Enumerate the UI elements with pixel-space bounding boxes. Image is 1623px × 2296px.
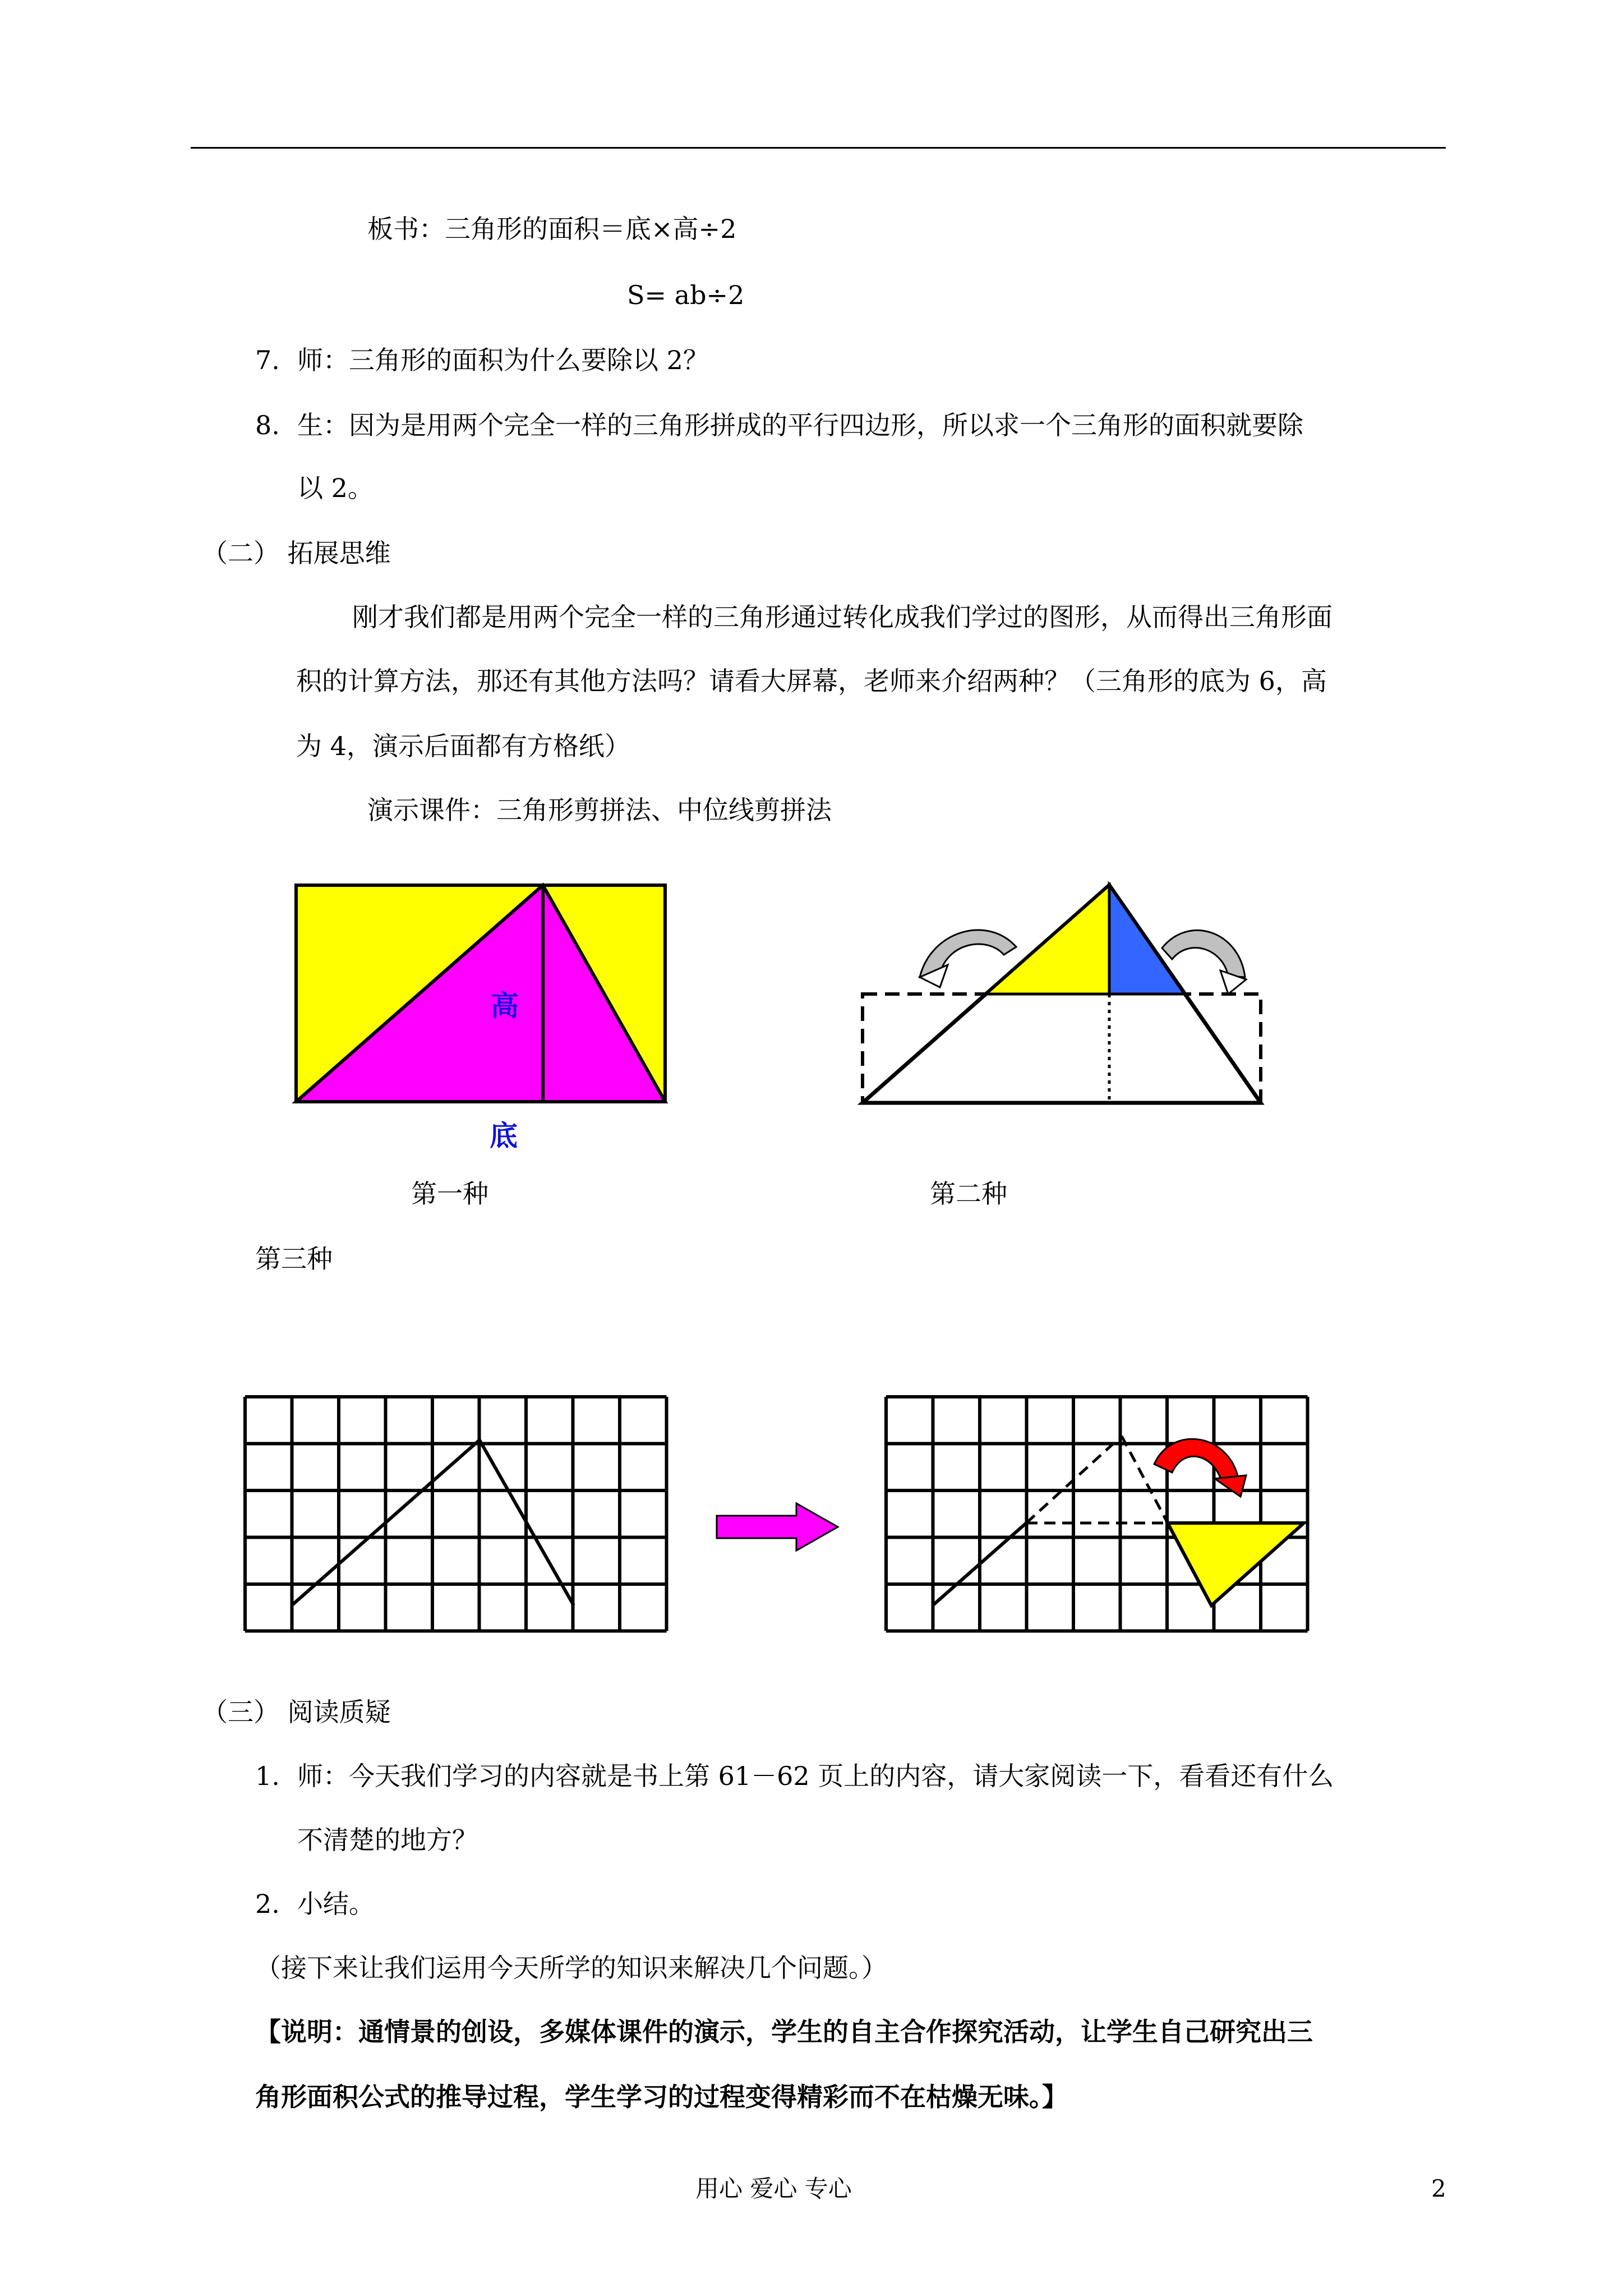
item-text: 师：今天我们学习的内容就是书上第 61－62 页上的内容，请大家阅读一下，看看还有什么 [297,1761,1334,1791]
item-number: 1. [255,1761,280,1791]
arrow-head [1215,1475,1246,1497]
header-rule [191,147,1446,149]
item-text-continued: 以 2。 [297,473,374,503]
cut-edge [1122,1436,1168,1523]
paragraph-line: 为 4，演示后面都有方格纸） [296,731,630,761]
item-text: 小结。 [297,1889,375,1919]
item-text: 生：因为是用两个完全一样的三角形拼成的平行四边形，所以求一个三角形的面积就要除 [297,410,1303,440]
moved-piece [1168,1523,1304,1605]
page-number: 2 [1431,2175,1446,2202]
paragraph-line: 积的计算方法，那还有其他方法吗？请看大屏幕，老师来介绍两种？（三角形的底为 6，高 [296,666,1327,696]
height-label: 高 [491,990,519,1022]
transform-arrow-icon [712,1498,847,1559]
figure-two [852,875,1267,1111]
base-label: 底 [490,1120,518,1152]
note-line: 【说明：通情景的创设，多媒体课件的演示，学生的自主合作探究活动，让学生自己研究出三 [255,2017,1313,2047]
section-heading: （三） 阅读质疑 [202,1697,391,1727]
section-heading: （二） 拓展思维 [202,538,391,568]
board-formula: S= ab÷2 [627,280,745,310]
curved-arrow-right-icon [1162,930,1245,977]
footer-motto: 用心 爱心 专心 [695,2175,852,2202]
board-label: 板书：三角形的面积＝底×高÷2 [367,214,737,244]
item-number: 2. [255,1889,280,1919]
item-number: 7. [255,345,280,375]
transition-line: （接下来让我们运用今天所学的知识来解决几个问题。） [255,1953,887,1983]
figure-caption: 第二种 [930,1179,1007,1209]
figure-one [292,881,673,1156]
item-number: 8. [255,410,280,440]
item-text: 师：三角形的面积为什么要除以 2？ [297,345,709,375]
demo-line: 演示课件：三角形剪拼法、中位线剪拼法 [367,795,832,825]
note-line: 角形面积公式的推导过程，学生学习的过程变得精彩而不在枯燥无味。】 [255,2082,1068,2112]
figure-three-grid-before [241,1391,673,1660]
figure-caption: 第一种 [411,1179,488,1209]
item-text-continued: 不清楚的地方？ [297,1825,478,1855]
figure-three-grid-after [880,1386,1318,1666]
figure-caption: 第三种 [255,1244,333,1274]
paragraph-line: 刚才我们都是用两个完全一样的三角形通过转化成我们学过的图形，从而得出三角形面 [352,602,1332,632]
